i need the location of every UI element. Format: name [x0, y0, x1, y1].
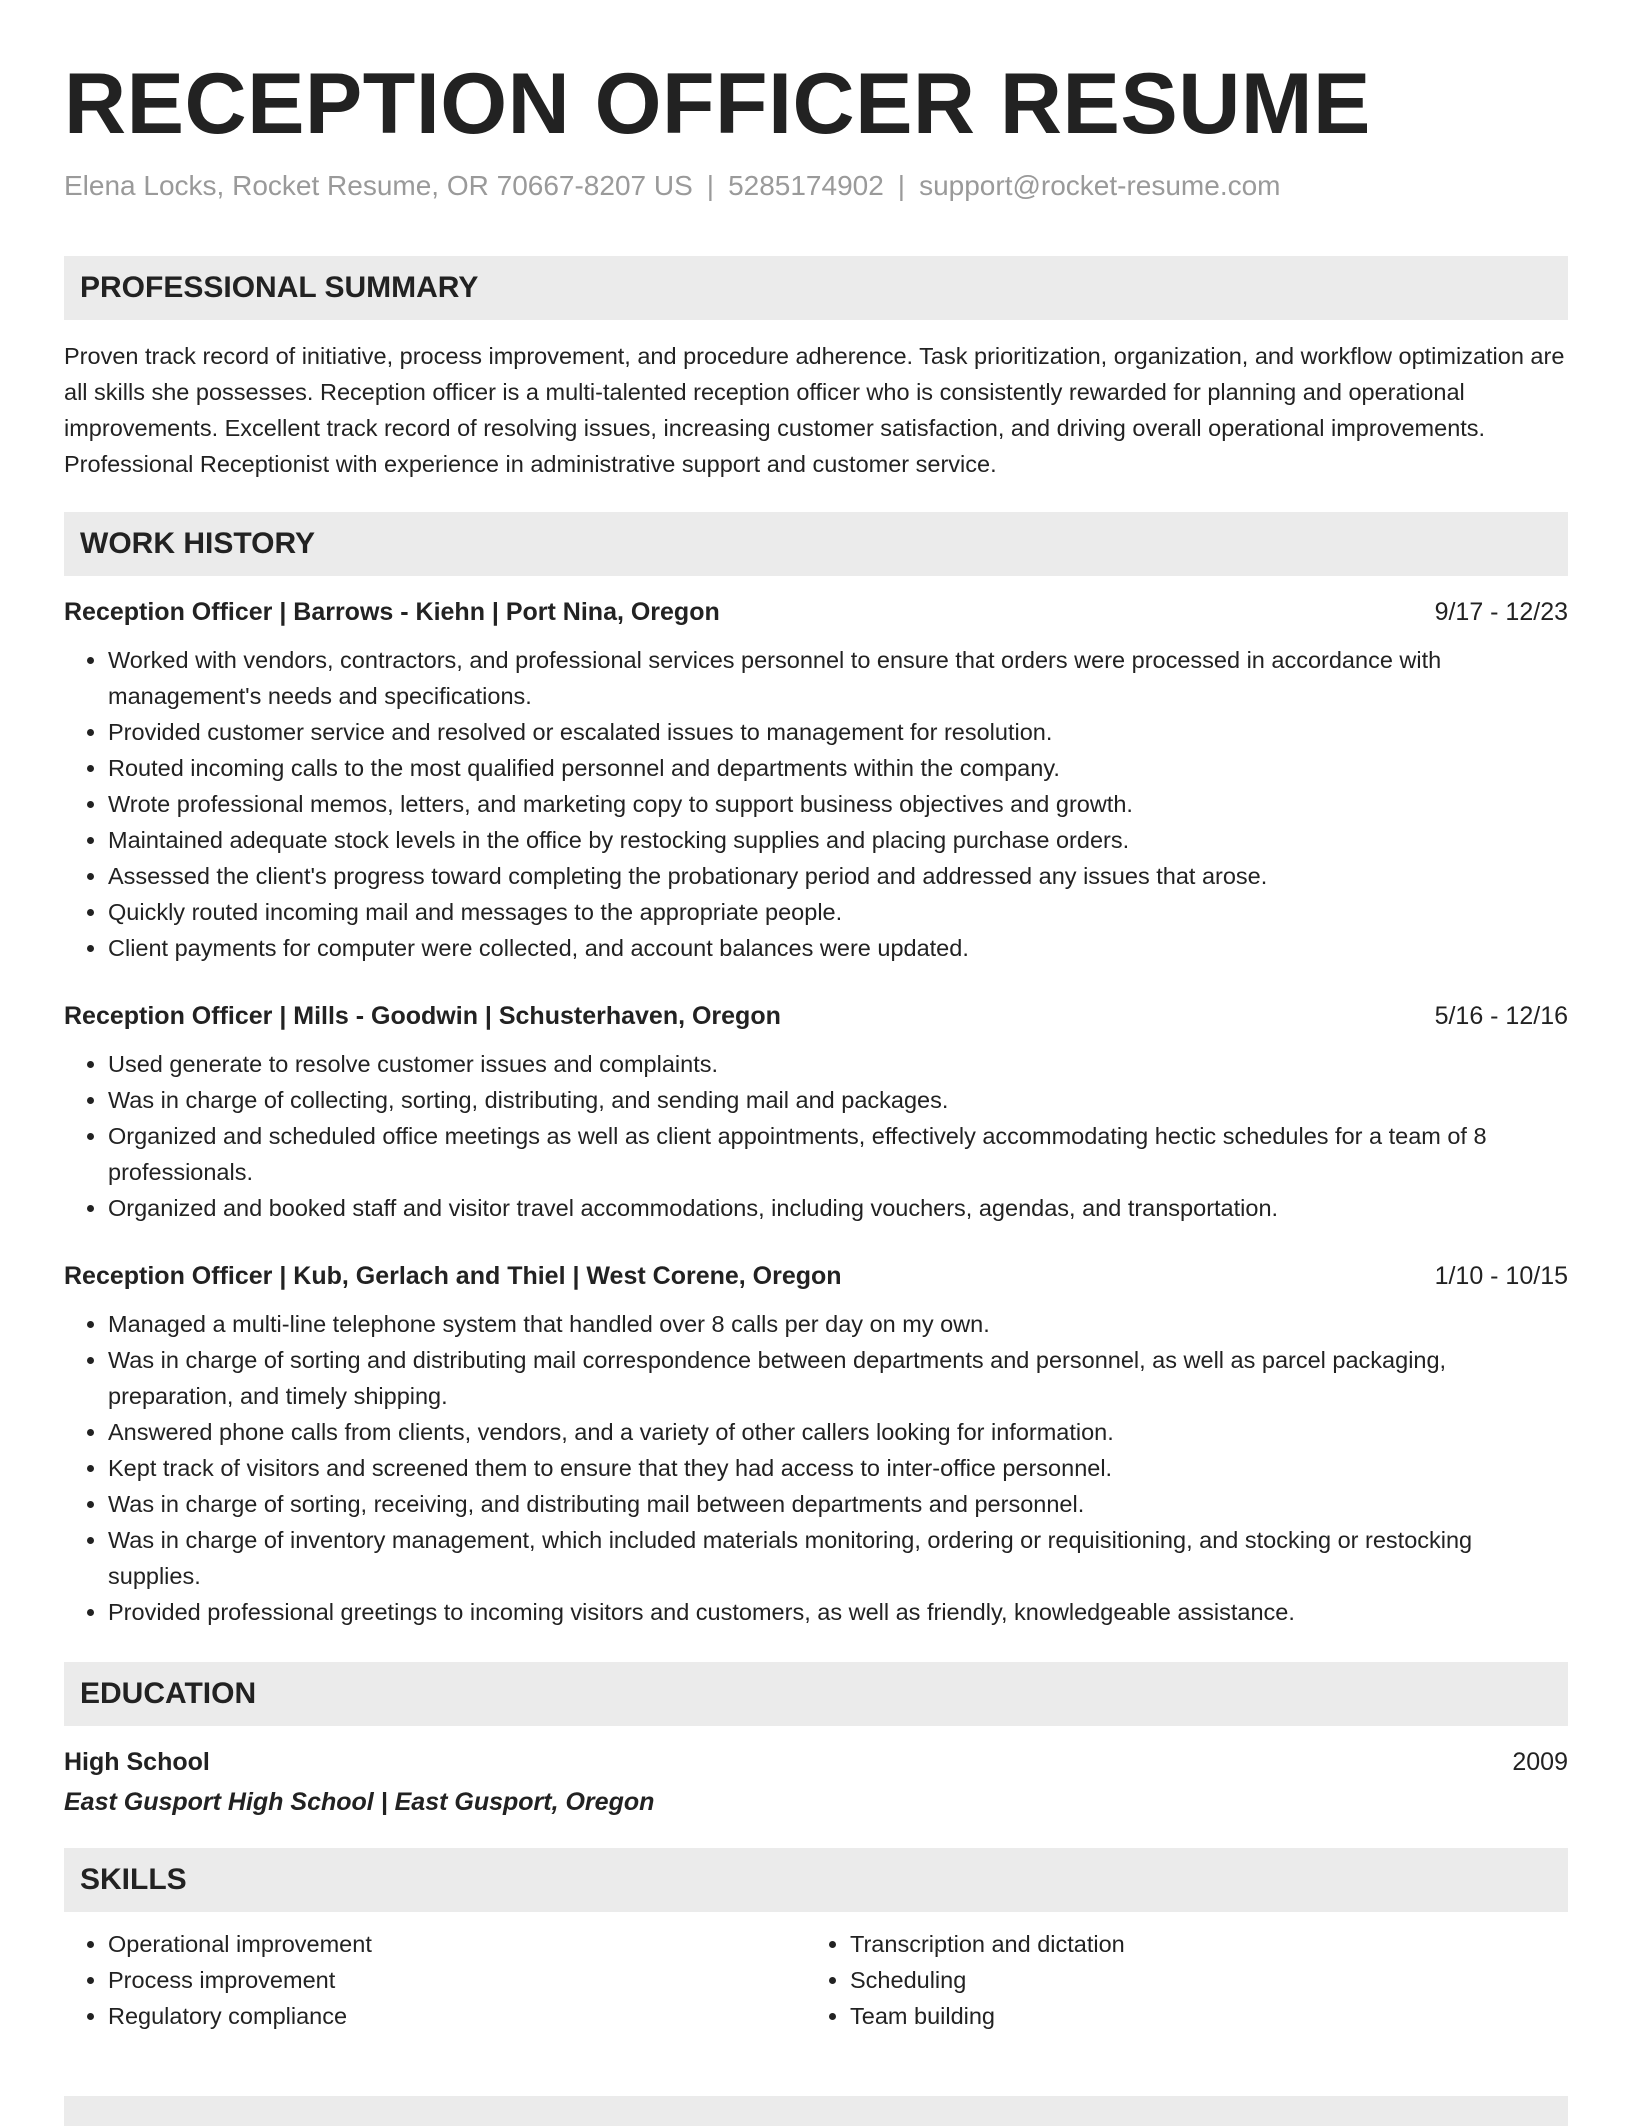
job-bullet: • Was in charge of collecting, sorting, distributing, and sending mail and packages. — [108, 1082, 1568, 1118]
job-title: Reception Officer | Kub, Gerlach and Thiel | West Corene, Oregon — [64, 1262, 842, 1290]
education-entry — [64, 1744, 1568, 1820]
skill-item: • Transcription and dictation — [850, 1926, 1548, 1962]
job-bullet: • Organized and scheduled office meetings as well as client appointments, effectively accommodating hectic schedules for a team of 8 professionals. — [108, 1118, 1568, 1190]
job-bullet: • Client payments for computer were collected, and account balances were updated. — [108, 930, 1568, 966]
job-title: Reception Officer | Barrows - Kiehn | Port Nina, Oregon — [64, 598, 720, 626]
skill-item: • Process improvement — [108, 1962, 806, 1998]
education-degree: High School — [64, 1748, 210, 1776]
job-bullet: • Was in charge of inventory management, which included materials monitoring, ordering or requisitioning, and stocking or restocking supplies. — [108, 1522, 1568, 1594]
job-bullet: • Used generate to resolve customer issues and complaints. — [108, 1046, 1568, 1082]
job-header — [64, 1258, 1568, 1294]
resume-title: RECEPTION OFFICER RESUME — [64, 56, 1371, 152]
contact-line — [64, 168, 1568, 204]
job-bullet: • Maintained adequate stock levels in the office by restocking supplies and placing purchase orders. — [108, 822, 1568, 858]
job-header — [64, 594, 1568, 630]
education-school: East Gusport High School | East Gusport, Oregon — [64, 1788, 655, 1816]
skill-item: • Team building — [850, 1998, 1548, 2034]
job-dates: 5/16 - 12/16 — [1434, 1002, 1568, 1030]
summary-text: Proven track record of initiative, process improvement, and procedure adherence. Task prioritization, organization, and workflow optimization are all skills she possesses. Reception officer is a multi-talented reception officer who is consistently rewarded for planning and operational improvements. Excellent track record of resolving issues, increasing customer satisfaction, and driving overall operational improvements. Professional Receptionist with experience in administrative support and customer service. — [64, 343, 1565, 477]
job-bullet: • Was in charge of sorting and distributing mail correspondence between departments and personnel, as well as parcel packaging, preparation, and timely shipping. — [108, 1342, 1568, 1414]
skill-item: • Scheduling — [850, 1962, 1548, 1998]
job-header — [64, 998, 1568, 1034]
skills-list — [64, 1926, 1568, 2034]
job-bullets — [64, 1046, 1568, 1226]
job-bullets — [64, 642, 1568, 966]
job-bullet: • Provided professional greetings to incoming visitors and customers, as well as friendly, knowledgeable assistance. — [108, 1594, 1568, 1630]
job-bullet: • Worked with vendors, contractors, and professional services personnel to ensure that orders were processed in accordance with management's needs and specifications. — [108, 642, 1568, 714]
job-entry — [64, 998, 1568, 1226]
section-header-education: EDUCATION — [64, 1662, 1568, 1726]
job-bullet: • Quickly routed incoming mail and messages to the appropriate people. — [108, 894, 1568, 930]
job-bullet: • Was in charge of sorting, receiving, and distributing mail between departments and personnel. — [108, 1486, 1568, 1522]
job-bullet: • Assessed the client's progress toward completing the probationary period and addressed any issues that arose. — [108, 858, 1568, 894]
job-bullet: • Wrote professional memos, letters, and marketing copy to support business objectives and growth. — [108, 786, 1568, 822]
job-dates: 1/10 - 10/15 — [1434, 1262, 1568, 1290]
section-header-summary: PROFESSIONAL SUMMARY — [64, 256, 1568, 320]
contact-separator: | — [897, 170, 906, 201]
next-section-header — [64, 2096, 1568, 2126]
contact-email: support@rocket-resume.com — [919, 170, 1281, 201]
skills-column-left — [64, 1926, 806, 2034]
job-bullet: • Routed incoming calls to the most qualified personnel and departments within the company. — [108, 750, 1568, 786]
job-bullets — [64, 1306, 1568, 1630]
contact-phone: 5285174902 — [728, 170, 884, 201]
job-bullet: • Kept track of visitors and screened them to ensure that they had access to inter-office personnel. — [108, 1450, 1568, 1486]
job-bullet: • Provided customer service and resolved or escalated issues to management for resolution. — [108, 714, 1568, 750]
job-entry — [64, 594, 1568, 966]
skill-item: • Regulatory compliance — [108, 1998, 806, 2034]
job-dates: 9/17 - 12/23 — [1434, 598, 1568, 626]
skills-column-right — [806, 1926, 1548, 2034]
section-header-skills: SKILLS — [64, 1848, 1568, 1912]
job-title: Reception Officer | Mills - Goodwin | Schusterhaven, Oregon — [64, 1002, 781, 1030]
job-bullet: • Answered phone calls from clients, vendors, and a variety of other callers looking for information. — [108, 1414, 1568, 1450]
education-header — [64, 1744, 1568, 1780]
contact-separator: | — [706, 170, 715, 201]
job-bullet: • Managed a multi-line telephone system that handled over 8 calls per day on my own. — [108, 1306, 1568, 1342]
contact-address: Elena Locks, Rocket Resume, OR 70667-8207 US — [64, 170, 693, 201]
skill-item: • Operational improvement — [108, 1926, 806, 1962]
section-header-work-history: WORK HISTORY — [64, 512, 1568, 576]
job-bullet: • Organized and booked staff and visitor travel accommodations, including vouchers, agendas, and transportation. — [108, 1190, 1568, 1226]
job-entry — [64, 1258, 1568, 1630]
education-year: 2009 — [1512, 1748, 1568, 1776]
